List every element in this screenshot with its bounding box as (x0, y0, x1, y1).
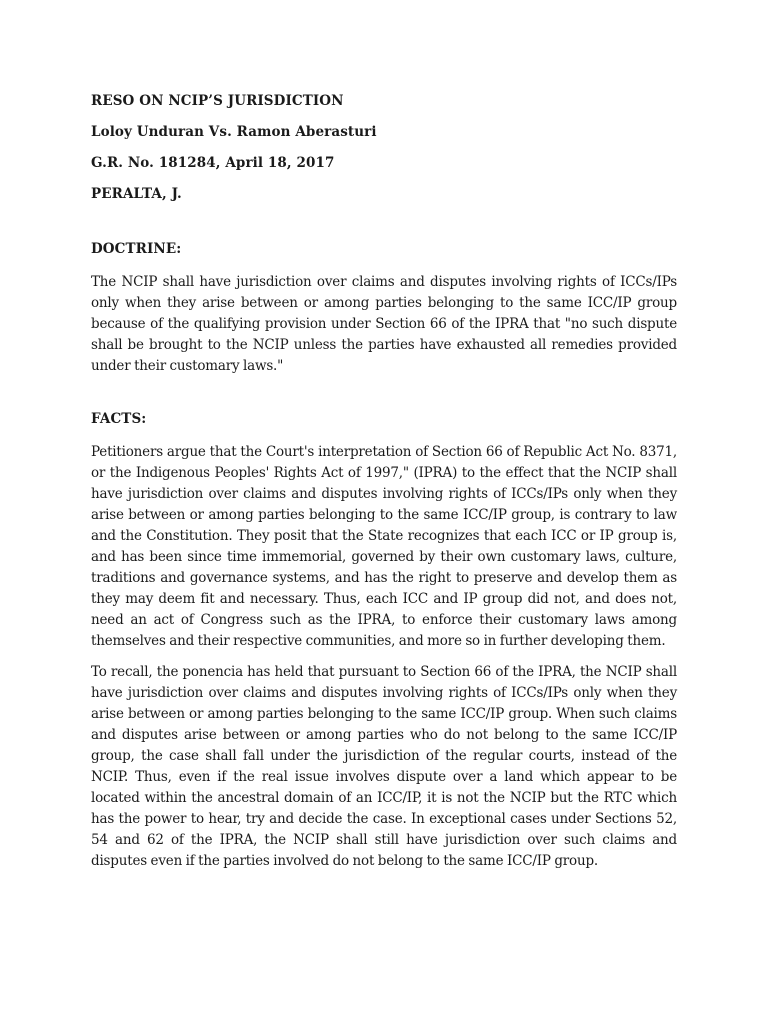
document-body (91, 93, 677, 872)
doctrine-heading: DOCTRINE: (91, 241, 182, 257)
facts-heading: FACTS: (91, 411, 147, 427)
case-ponente: PERALTA, J. (91, 186, 182, 202)
doctrine-paragraph: The NCIP shall have jurisdiction over claims and disputes involving rights of ICCs/IPs only when they arise between or among parties belonging to the same ICC/IP group because of the qualifying provision under Section 66 of the IPRA that "no such dispute shall be brought to the NCIP unless the parties have exhausted all remedies provided under their customary laws." (91, 274, 677, 374)
document-title: RESO ON NCIP’S JURISDICTION (91, 93, 344, 109)
facts-paragraph-1: Petitioners argue that the Court's interpretation of Section 66 of Republic Act No. 8371, or the Indigenous Peoples' Rights Act of 1997," (IPRA) to the effect that the NCIP shall have jurisdiction over claims and disputes involving rights of ICCs/IPs only when they arise between or among parties belonging to the same ICC/IP group, is contrary to law and the Constitution. They posit that the State recognizes that each ICC or IP group is, and has been since time immemorial, governed by their own customary laws, culture, traditions and governance systems, and has the right to preserve and develop them as they may deem fit and necessary. Thus, each ICC and IP group did not, and does not, need an act of Congress such as the IPRA, to enforce their customary laws among themselves and their respective communities, and more so in further developing them. (91, 444, 677, 649)
facts-paragraph-2: To recall, the ponencia has held that pursuant to Section 66 of the IPRA, the NCIP shall have jurisdiction over claims and disputes involving rights of ICCs/IPs only when they arise between or among parties belonging to the same ICC/IP group. When such claims and disputes arise between or among parties who do not belong to the same ICC/IP group, the case shall fall under the jurisdiction of the regular courts, instead of the NCIP. Thus, even if the real issue involves dispute over a land which appear to be located within the ancestral domain of an ICC/IP, it is not the NCIP but the RTC which has the power to hear, try and decide the case. In exceptional cases under Sections 52, 54 and 62 of the IPRA, the NCIP shall still have jurisdiction over such claims and disputes even if the parties involved do not belong to the same ICC/IP group. (91, 664, 677, 869)
case-gr-number: G.R. No. 181284, April 18, 2017 (91, 155, 335, 171)
case-parties: Loloy Unduran Vs. Ramon Aberasturi (91, 124, 377, 140)
